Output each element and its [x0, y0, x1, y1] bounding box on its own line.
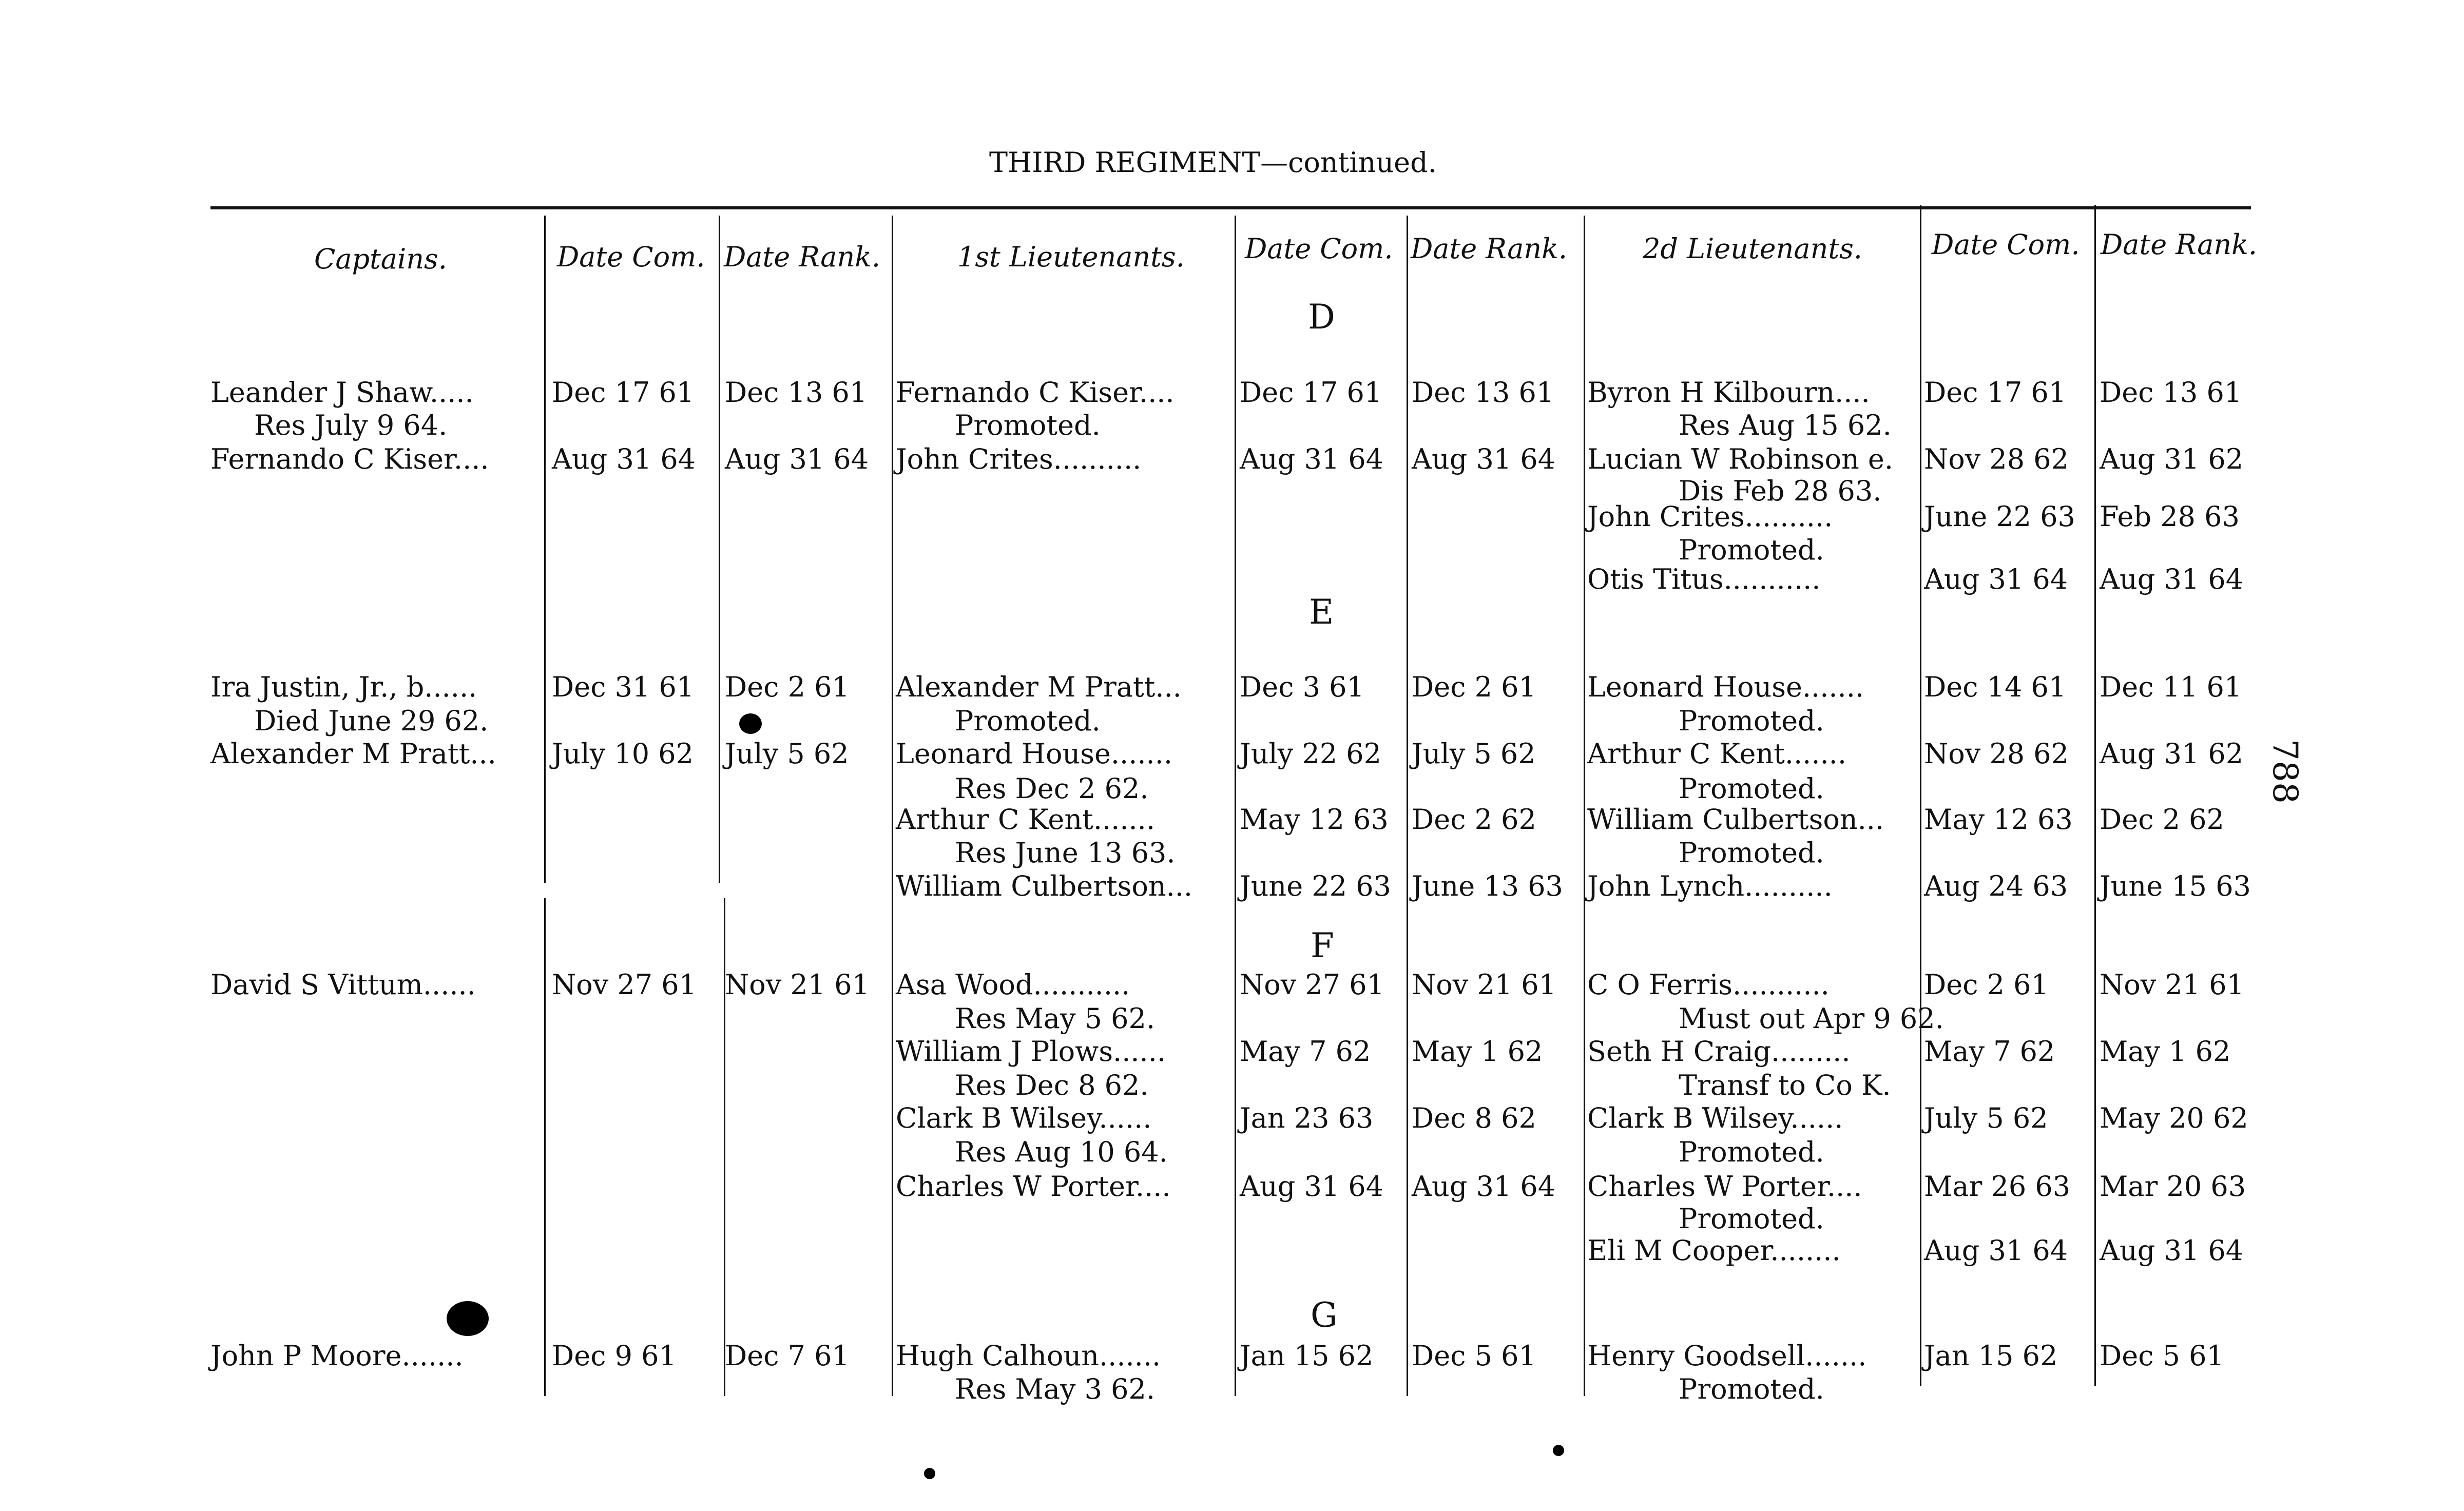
date-com-cell: Aug 24 63: [1924, 870, 2068, 902]
date-com-cell: May 12 63: [1924, 803, 2073, 836]
service-note: Promoted.: [1679, 1136, 1824, 1168]
service-note: Promoted.: [1679, 772, 1824, 805]
date-com-cell: May 12 63: [1240, 803, 1389, 836]
header-date-rank-first-lt: Date Rank.: [1411, 233, 1568, 265]
date-rank-cell: Dec 2 62: [2100, 803, 2224, 836]
date-com-cell: Aug 31 64: [1924, 563, 2068, 595]
first-lt-cell: Charles W Porter....: [896, 1170, 1171, 1203]
ink-blot: [739, 713, 762, 734]
header-date-com-second-lt: Date Com.: [1932, 228, 2080, 261]
date-rank-cell: Dec 2 61: [1412, 671, 1536, 703]
date-rank-cell: May 1 62: [1412, 1035, 1543, 1068]
date-com-cell: Mar 26 63: [1924, 1170, 2071, 1203]
date-com-cell: Dec 17 61: [1924, 376, 2067, 409]
date-rank-cell: Dec 11 61: [2100, 671, 2242, 703]
date-com-cell: Aug 31 64: [1240, 443, 1384, 475]
captain-cell: Fernando C Kiser....: [210, 443, 489, 475]
service-note: Transf to Co K.: [1679, 1069, 1891, 1101]
date-rank-cell: Feb 28 63: [2100, 500, 2240, 533]
date-rank-cell: Dec 5 61: [2100, 1340, 2224, 1372]
date-com-cell: May 7 62: [1924, 1035, 2055, 1068]
date-rank-cell: Nov 21 61: [1412, 968, 1557, 1001]
ink-blot: [447, 1301, 489, 1336]
date-com-cell: Dec 17 61: [1240, 376, 1382, 409]
service-note: Promoted.: [1679, 1203, 1824, 1235]
first-lt-cell: Leonard House.......: [896, 738, 1173, 770]
date-rank-cell: July 5 62: [725, 738, 849, 770]
date-com-cell: Nov 27 61: [1240, 968, 1385, 1001]
column-rule: [1235, 216, 1236, 1396]
header-date-rank-second-lt: Date Rank.: [2101, 228, 2258, 261]
service-note: Promoted.: [1679, 705, 1824, 737]
date-rank-cell: Aug 31 62: [2100, 738, 2244, 770]
first-lt-cell: William Culbertson...: [896, 870, 1193, 902]
company-letter: F: [1311, 926, 1334, 965]
service-note: Promoted.: [955, 705, 1101, 737]
captain-cell: David S Vittum......: [210, 968, 476, 1001]
header-date-com-captains: Date Com.: [557, 241, 705, 273]
date-rank-cell: May 1 62: [2100, 1035, 2231, 1068]
first-lt-cell: Fernando C Kiser....: [896, 376, 1175, 409]
column-rule: [544, 216, 546, 883]
date-rank-cell: June 15 63: [2100, 870, 2251, 902]
captain-cell: John P Moore.......: [210, 1340, 464, 1372]
service-note: Res Aug 15 62.: [1679, 409, 1892, 441]
second-lt-cell: Lucian W Robinson e.: [1587, 443, 1894, 475]
date-rank-cell: Mar 20 63: [2100, 1170, 2246, 1203]
date-rank-cell: Aug 31 62: [2100, 443, 2244, 475]
first-lt-cell: William J Plows......: [896, 1035, 1166, 1068]
first-lt-cell: Alexander M Pratt...: [896, 671, 1182, 703]
first-lt-cell: Hugh Calhoun.......: [896, 1340, 1161, 1372]
date-rank-cell: Dec 8 62: [1412, 1102, 1536, 1134]
date-com-cell: Nov 28 62: [1924, 443, 2069, 475]
second-lt-cell: John Crites..........: [1587, 500, 1833, 533]
date-com-cell: Nov 28 62: [1924, 738, 2069, 770]
service-note: Res May 5 62.: [955, 1002, 1156, 1035]
date-rank-cell: Nov 21 61: [725, 968, 870, 1001]
date-com-cell: Aug 31 64: [1240, 1170, 1384, 1203]
first-lt-cell: John Crites..........: [896, 443, 1142, 475]
date-com-cell: Dec 14 61: [1924, 671, 2067, 703]
date-rank-cell: June 13 63: [1412, 870, 1563, 902]
company-letter: E: [1309, 592, 1334, 632]
date-com-cell: Dec 2 61: [1924, 968, 2049, 1001]
date-rank-cell: May 20 62: [2100, 1102, 2248, 1134]
date-rank-cell: Dec 13 61: [725, 376, 868, 409]
service-note: Res Dec 2 62.: [955, 772, 1149, 805]
service-note: Dis Feb 28 63.: [1679, 475, 1882, 507]
service-note: Res Aug 10 64.: [955, 1136, 1168, 1168]
first-lt-cell: Clark B Wilsey......: [896, 1102, 1152, 1134]
header-rule: [210, 206, 2251, 209]
date-com-cell: Jan 15 62: [1240, 1340, 1374, 1372]
date-rank-cell: Dec 13 61: [2100, 376, 2242, 409]
column-rule: [1407, 216, 1408, 1396]
header-second-lieutenants: 2d Lieutenants.: [1643, 233, 1862, 265]
date-com-cell: Jan 15 62: [1924, 1340, 2058, 1372]
second-lt-cell: Seth H Craig.........: [1587, 1035, 1851, 1068]
captain-cell: Ira Justin, Jr., b......: [210, 671, 477, 703]
date-rank-cell: Dec 2 62: [1412, 803, 1536, 836]
second-lt-cell: Arthur C Kent.......: [1587, 738, 1847, 770]
date-com-cell: Dec 9 61: [552, 1340, 677, 1372]
column-rule: [719, 216, 720, 883]
date-com-cell: July 10 62: [552, 738, 694, 770]
second-lt-cell: Eli M Cooper........: [1587, 1234, 1841, 1267]
service-note: Res June 13 63.: [955, 837, 1176, 869]
service-note: Res July 9 64.: [254, 409, 448, 441]
page-number: 788: [2265, 739, 2305, 804]
date-rank-cell: July 5 62: [1412, 738, 1536, 770]
date-com-cell: Aug 31 64: [1924, 1234, 2068, 1267]
date-com-cell: Dec 3 61: [1240, 671, 1364, 703]
company-letter: D: [1308, 297, 1335, 337]
service-note: Promoted.: [1679, 1373, 1824, 1405]
date-rank-cell: Dec 7 61: [725, 1340, 850, 1372]
column-rule: [892, 216, 893, 1396]
ink-blot: [1553, 1445, 1564, 1456]
second-lt-cell: Clark B Wilsey......: [1587, 1102, 1843, 1134]
column-rule: [1920, 205, 1921, 1386]
date-com-cell: Jan 23 63: [1240, 1102, 1374, 1134]
second-lt-cell: C O Ferris...........: [1587, 968, 1830, 1001]
service-note: Promoted.: [955, 409, 1101, 441]
ink-blot: [924, 1468, 935, 1479]
date-com-cell: Dec 31 61: [552, 671, 695, 703]
captain-cell: Leander J Shaw.....: [210, 376, 474, 409]
date-rank-cell: Aug 31 64: [1412, 1170, 1556, 1203]
date-com-cell: Dec 17 61: [552, 376, 695, 409]
date-com-cell: June 22 63: [1924, 500, 2075, 533]
first-lt-cell: Asa Wood...........: [896, 968, 1130, 1001]
first-lt-cell: Arthur C Kent.......: [896, 803, 1156, 836]
date-rank-cell: Dec 2 61: [725, 671, 850, 703]
date-com-cell: Nov 27 61: [552, 968, 697, 1001]
header-captains: Captains.: [314, 243, 447, 275]
second-lt-cell: William Culbertson...: [1587, 803, 1884, 836]
date-rank-cell: Aug 31 64: [2100, 563, 2244, 595]
second-lt-cell: Otis Titus...........: [1587, 563, 1821, 595]
column-rule: [544, 898, 546, 1396]
date-com-cell: July 22 62: [1240, 738, 1381, 770]
service-note: Promoted.: [1679, 534, 1824, 566]
date-rank-cell: Dec 13 61: [1412, 376, 1554, 409]
date-rank-cell: Dec 5 61: [1412, 1340, 1536, 1372]
date-com-cell: June 22 63: [1240, 870, 1391, 902]
header-date-rank-captains: Date Rank.: [724, 241, 881, 273]
service-note: Promoted.: [1679, 837, 1824, 869]
service-note: Must out Apr 9 62.: [1679, 1002, 1944, 1035]
second-lt-cell: Charles W Porter....: [1587, 1170, 1862, 1203]
second-lt-cell: Leonard House.......: [1587, 671, 1864, 703]
captain-cell: Alexander M Pratt...: [210, 738, 496, 770]
second-lt-cell: Byron H Kilbourn....: [1587, 376, 1870, 409]
header-first-lieutenants: 1st Lieutenants.: [957, 241, 1185, 273]
date-rank-cell: Aug 31 64: [1412, 443, 1556, 475]
service-note: Res Dec 8 62.: [955, 1069, 1149, 1101]
page-title: THIRD REGIMENT—continued.: [989, 146, 1437, 179]
header-date-com-first-lt: Date Com.: [1245, 233, 1393, 265]
date-rank-cell: Nov 21 61: [2100, 968, 2245, 1001]
date-com-cell: July 5 62: [1924, 1102, 2048, 1134]
service-note: Died June 29 62.: [254, 705, 489, 737]
date-rank-cell: Aug 31 64: [2100, 1234, 2244, 1267]
column-rule: [2094, 205, 2096, 1386]
service-note: Res May 3 62.: [955, 1373, 1156, 1405]
second-lt-cell: Henry Goodsell.......: [1587, 1340, 1867, 1372]
date-com-cell: May 7 62: [1240, 1035, 1371, 1068]
second-lt-cell: John Lynch..........: [1587, 870, 1833, 902]
date-rank-cell: Aug 31 64: [725, 443, 869, 475]
date-com-cell: Aug 31 64: [552, 443, 696, 475]
column-rule: [1584, 216, 1585, 1396]
company-letter: G: [1311, 1295, 1338, 1335]
